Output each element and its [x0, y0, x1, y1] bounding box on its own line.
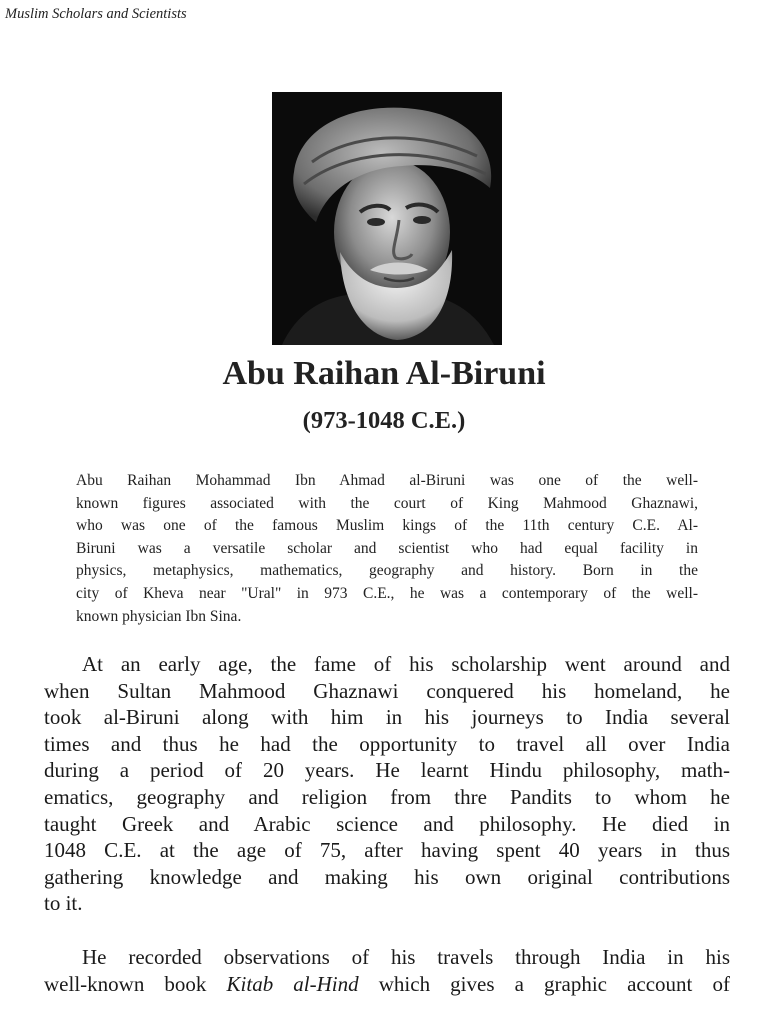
- body-line: when Sultan Mahmood Ghaznawi conquered his homeland, he: [44, 678, 730, 703]
- body-paragraph-2: [44, 944, 730, 997]
- body-line: gathering knowledge and making his own original contributions: [44, 864, 730, 889]
- body-line: to it.: [44, 891, 83, 916]
- portrait-image: [272, 92, 502, 345]
- body-line: during a period of 20 years. He learnt Hindu philosophy, math-: [44, 758, 730, 783]
- body-line: taught Greek and Arabic science and philosophy. He died in: [44, 811, 730, 836]
- body-paragraph-1: [44, 651, 730, 917]
- portrait-illustration: [272, 92, 502, 345]
- intro-line: known figures associated with the court of King Mahmood Ghaznawi,: [76, 494, 698, 512]
- intro-line: city of Kheva near "Ural" in 973 C.E., he was a contemporary of the well-: [76, 584, 698, 602]
- body-text: which gives a graphic account of: [358, 971, 730, 996]
- body-line: took al-Biruni along with him in his journeys to India several: [44, 705, 730, 730]
- intro-line: known physician Ibn Sina.: [76, 607, 242, 625]
- body-line: times and thus he had the opportunity to travel all over India: [44, 731, 730, 756]
- body-line: [44, 971, 730, 998]
- running-head: Muslim Scholars and Scientists: [5, 6, 187, 22]
- body-line: ematics, geography and religion from thre Pandits to whom he: [44, 784, 730, 809]
- intro-paragraph: [76, 470, 698, 628]
- intro-line: who was one of the famous Muslim kings of the 11th century C.E. Al-: [76, 517, 698, 535]
- body-line: 1048 C.E. at the age of 75, after having spent 40 years in thus: [44, 838, 730, 863]
- lifespan-dates: (973-1048 C.E.): [302, 407, 466, 434]
- body-text: well-known book: [44, 971, 227, 996]
- body-line: At an early age, the fame of his scholarship went around and: [82, 652, 730, 676]
- intro-line: Abu Raihan Mohammad Ibn Ahmad al-Biruni was one of the well-: [76, 472, 698, 489]
- body-line: He recorded observations of his travels through India in his: [82, 945, 730, 969]
- intro-line: physics, metaphysics, mathematics, geography and history. Born in the: [76, 562, 698, 580]
- intro-line: Biruni was a versatile scholar and scientist who had equal facility in: [76, 539, 698, 557]
- book-title: Kitab al-Hind: [226, 971, 359, 996]
- page-title: Abu Raihan Al-Biruni: [222, 355, 546, 392]
